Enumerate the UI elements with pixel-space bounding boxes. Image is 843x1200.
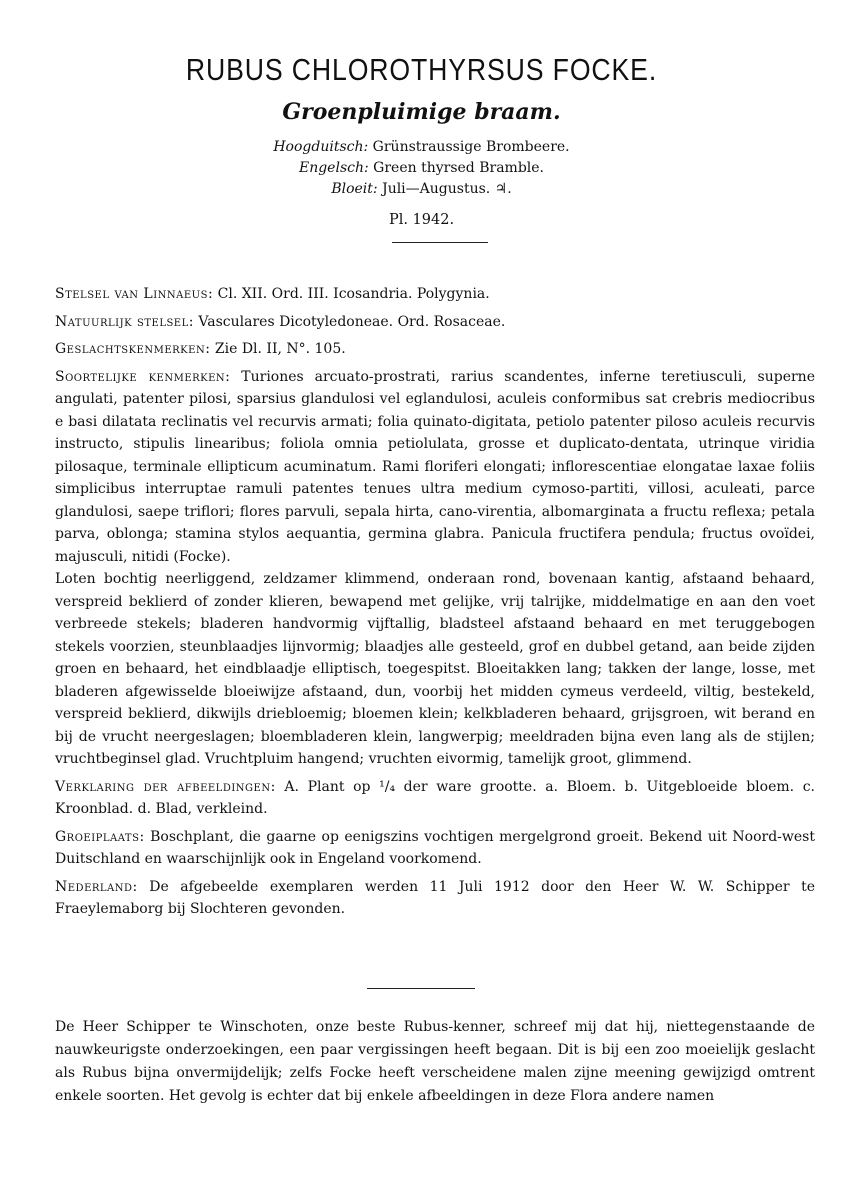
- netherlands-text: De afgebeelde exemplaren werden 11 Juli 1912 door den Heer W. W. Schipper te Fraeylemaborg bij Slochteren gevonden.: [55, 878, 815, 917]
- plate-number: Pl. 1942.: [388, 212, 455, 228]
- habitat-label: Groeiplaats:: [55, 828, 145, 845]
- figures-paragraph: [55, 776, 815, 821]
- figures-label: Verklaring der afbeeldingen:: [55, 778, 276, 795]
- bloom-value: Juli—Augustus. ♃.: [382, 181, 512, 197]
- netherlands-paragraph: [55, 876, 815, 921]
- english-label: Engelsch:: [298, 160, 369, 176]
- german-label: Hoogduitsch:: [273, 139, 369, 155]
- bloom-label: Bloeit:: [331, 181, 378, 197]
- linnaeus-label: Stelsel van Linnaeus:: [55, 286, 214, 302]
- description-body: [55, 283, 815, 921]
- english-name: Green thyrsed Bramble.: [373, 160, 544, 176]
- natural-system-text: Vasculares Dicotyledoneae. Ord. Rosaceae.: [198, 313, 506, 330]
- linnaeus-line: [55, 283, 815, 306]
- linnaeus-text: Cl. XII. Ord. III. Icosandria. Polygynia.: [217, 286, 490, 302]
- netherlands-label: Nederland:: [55, 878, 138, 895]
- section-divider: [367, 988, 475, 989]
- page-title: RUBUS CHLOROTHYRSUS FOCKE.: [185, 52, 658, 87]
- english-name-line: [0, 158, 843, 179]
- header-divider: [392, 242, 488, 243]
- bloom-line: [0, 179, 843, 200]
- genus-text: Zie Dl. II, N°. 105.: [214, 341, 346, 357]
- common-names: [0, 137, 843, 200]
- natural-system-line: [55, 311, 815, 334]
- german-name-line: [0, 137, 843, 158]
- natural-system-label: Natuurlijk stelsel:: [55, 313, 194, 330]
- footer-paragraph: De Heer Schipper te Winschoten, onze beste Rubus-kenner, schreef mij dat hij, niettegenstaande de nauwkeurigste onderzoekingen, een paar vergissingen heeft begaan. Dit is bij een zoo moeielijk geslacht als Rubus bijna onvermijdelijk; zelfs Focke heeft verscheidene malen zijne meening gewijzigd omtrent enkele soorten. Het gevolg is echter dat bij enkele afbeeldingen in deze Flora andere namen: [55, 1019, 815, 1104]
- genus-line: [55, 338, 815, 361]
- habitat-text: Boschplant, die gaarne op eenigszins vochtigen mergelgrond groeit. Bekend uit Noord-west Duitschland en waarschijnlijk ook in Engeland voorkomend.: [55, 828, 815, 867]
- german-name: Grünstraussige Brombeere.: [372, 139, 570, 155]
- species-text: Turiones arcuato-prostrati, rarius scandentes, inferne teretiusculi, superne angulati, patenter pilosi, sparsius glandulosi vel eglandulosi, aculeis conformibus sat crebris mediocribus e basi dilatata reclinatis vel recurvis armati; folia quinato-digitata, petiolo patenter piloso aculeis recurvis instructo, stipulis linearibus; foliola omnia petiolulata, grosse et duplicato-dentata, utrinque viridia pilosaque, terminale ellipticum acuminatum. Rami floriferi elongati; inflorescentiae elongatae laxae foliis simplicibus interruptae ramuli patentes tenues ultra medium cymoso-partiti, villosi, aculeati, parce glandulosi, saepe triflori; flores parvuli, sepala hirta, cano-virentia, albomarginata a fructu reflexa; petala parva, oblonga; stamina stylos aequantia, germina glabra. Panicula fructifera pendula; fructus ovoïdei, majusculi, nitidi (Focke).: [55, 368, 815, 565]
- page-subtitle: Groenpluimige braam.: [282, 99, 561, 125]
- species-paragraph: [55, 366, 815, 569]
- genus-label: Geslachtskenmerken:: [55, 341, 211, 357]
- habitat-paragraph: [55, 826, 815, 871]
- figures-text: A. Plant op ¹/₄ der ware grootte. a. Bloem. b. Uitgebloeide bloem. c. Kroonblad. d. Blad, verkleind.: [55, 778, 815, 817]
- species-label: Soortelijke kenmerken:: [55, 368, 231, 385]
- dutch-description: Loten bochtig neerliggend, zeldzamer klimmend, onderaan rond, bovenaan kantig, afstaand behaard, verspreid beklierd of zonder klieren, bewapend met gelijke, vrij talrijke, middelmatige en aan den voet verbreede stekels; bladeren handvormig vijftallig, bladsteel afstaand behaard en met teruggebogen stekels voorzien, steunblaadjes lijnvormig; blaadjes alle gesteeld, grof en dubbel getand, aan beide zijden groen en behaard, het eindblaadje elliptisch, toegespitst. Bloeitakken lang; takken der lange, losse, met bladeren afgewisselde bloeiwijze afstaand, dun, voorbij het midden cymeus verdeeld, viltig, bestekeld, verspreid beklierd, dikwijls driebloemig; bloemen klein; kelkbladeren behaard, grijsgroen, wit berand en bij de vrucht neergeslagen; bloembladeren klein, langwerpig; meeldraden bijna even lang als de stijlen; vruchtbeginsel glad. Vruchtpluim hangend; vruchten eivormig, tamelijk groot, glimmend.: [55, 571, 815, 767]
